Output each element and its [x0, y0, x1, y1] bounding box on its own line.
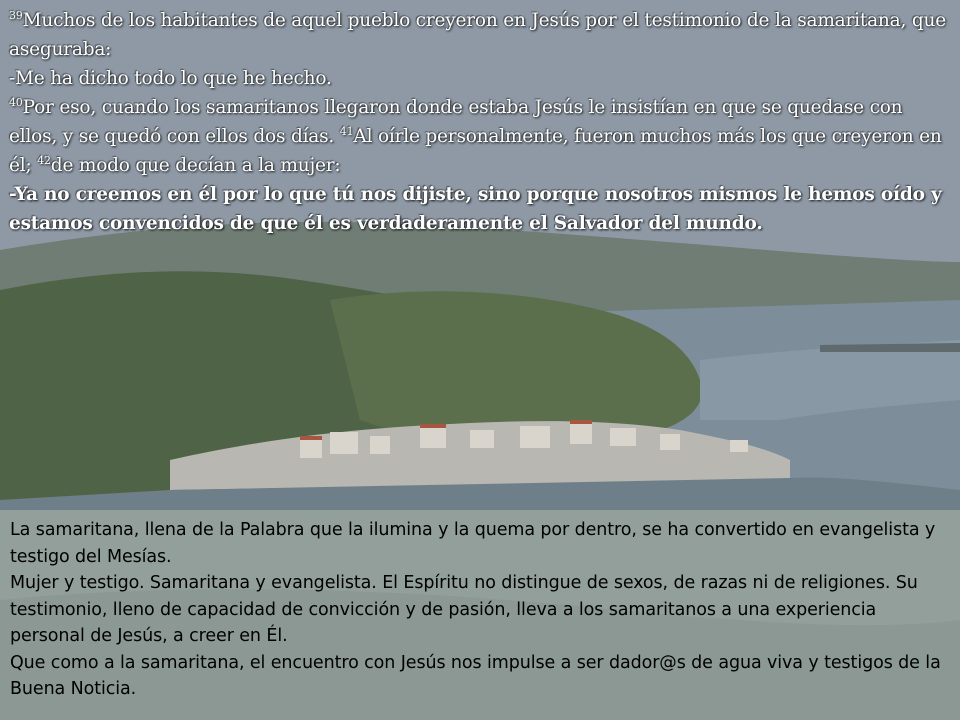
verse-39-paragraph: [9, 6, 954, 64]
verse-number: 41: [339, 124, 354, 138]
quote-line-bold: -Ya no creemos en él por lo que tú nos dijiste, sino porque nosotros mismos le hemos oído y estamos convencidos de que él es verdaderamente el Salvador del mundo.: [9, 184, 942, 234]
verse-text: Muchos de los habitantes de aquel pueblo creyeron en Jesús por el testimonio de la samaritana, que aseguraba:: [9, 10, 946, 60]
verse-text: Por eso, cuando los samaritanos llegaron donde estaba Jesús le insistían en que se quedase con ellos, y se quedó con ellos dos días.: [9, 97, 903, 147]
verse-text: de modo que decían a la mujer:: [50, 155, 341, 176]
reflection-text: [10, 517, 955, 703]
verse-number: 40: [9, 95, 23, 109]
verse-text: Al oírle personalmente, fueron muchos más los que creyeron en él;: [9, 126, 942, 176]
verse-number: 39: [9, 8, 23, 22]
reflection-paragraph: Que como a la samaritana, el encuentro con Jesús nos impulse a ser dador@s de agua viva y testigos de la Buena Noticia.: [10, 652, 941, 699]
quote-line: -Me ha dicho todo lo que he hecho.: [9, 68, 332, 89]
reflection-paragraph: La samaritana, llena de la Palabra que la ilumina y la quema por dentro, se ha convertido en evangelista y testigo del Mesías.: [10, 520, 936, 567]
reflection-paragraph: Mujer y testigo. Samaritana y evangelista. El Espíritu no distingue de sexos, de razas ni de religiones. Su testimonio, lleno de capacidad de convicción y de pasión, lleva a los samaritanos a una experiencia personal de Jesús, a creer en Él.: [10, 573, 918, 646]
verse-number: 42: [37, 153, 51, 167]
scripture-passage: [9, 6, 954, 238]
verse-40-42-paragraph: [9, 93, 954, 180]
